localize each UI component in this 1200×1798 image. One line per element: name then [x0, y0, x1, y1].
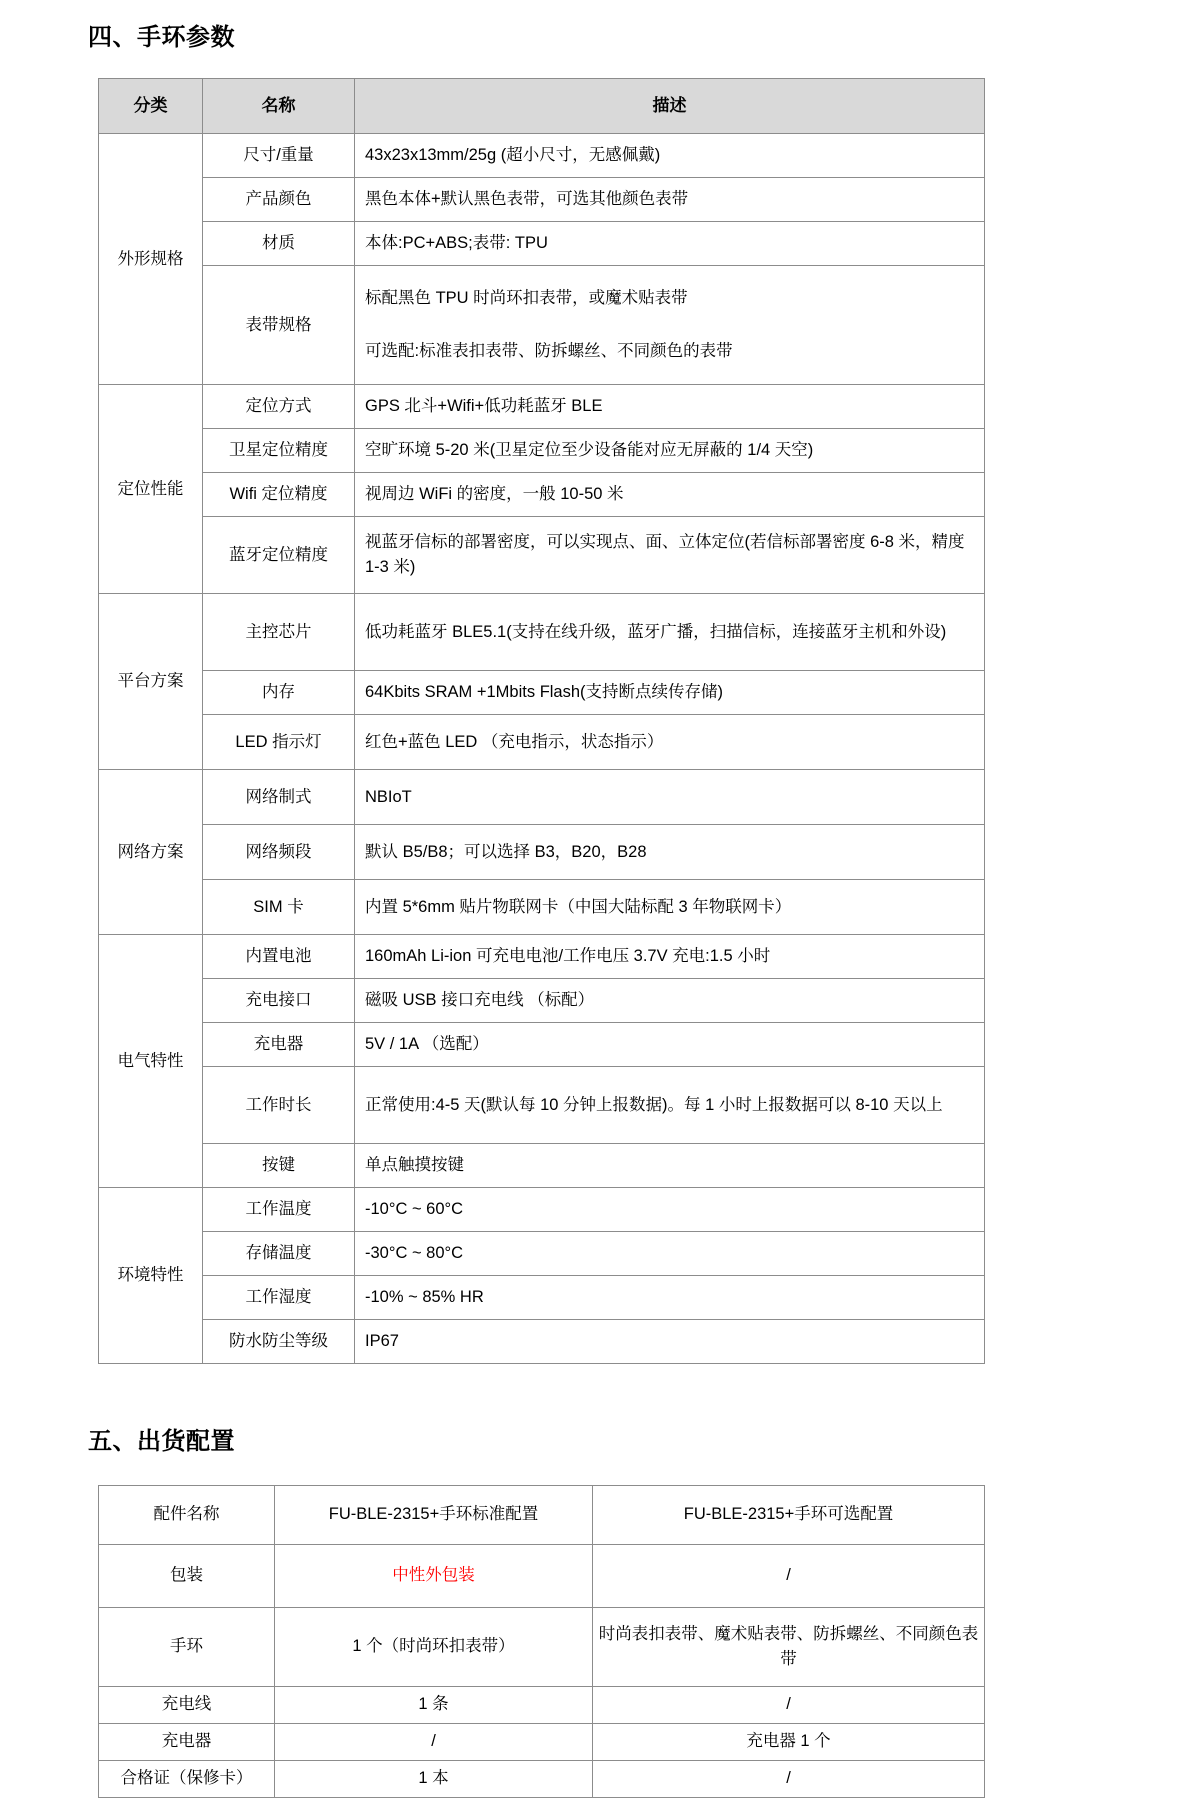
spec-section-heading: 四、手环参数 — [88, 24, 235, 51]
spec-desc: NBIoT — [355, 770, 985, 825]
spec-name: 产品颜色 — [203, 178, 355, 222]
spec-desc: GPS 北斗+Wifi+低功耗蓝牙 BLE — [355, 385, 985, 429]
column-header-category: 分类 — [99, 79, 203, 134]
table-row — [99, 880, 985, 935]
spec-desc: 红色+蓝色 LED （充电指示，状态指示） — [355, 715, 985, 770]
table-row — [99, 825, 985, 880]
accessory-name: 充电线 — [99, 1686, 275, 1723]
table-header-row — [99, 79, 985, 134]
spec-name: SIM 卡 — [203, 880, 355, 935]
spec-name: 主控芯片 — [203, 594, 355, 671]
spec-desc: 64Kbits SRAM +1Mbits Flash(支持断点续传存储) — [355, 671, 985, 715]
column-header-description: 描述 — [355, 79, 985, 134]
wristband-spec-table — [98, 78, 985, 1364]
column-header-standard-config: FU-BLE-2315+手环标准配置 — [275, 1485, 593, 1544]
spec-desc: 磁吸 USB 接口充电线 （标配） — [355, 979, 985, 1023]
spec-desc: -30°C ~ 80°C — [355, 1232, 985, 1276]
category-cell-appearance: 外形规格 — [99, 134, 203, 385]
spec-name: 内存 — [203, 671, 355, 715]
spec-table-container — [98, 78, 984, 1364]
spec-name: 尺寸/重量 — [203, 134, 355, 178]
category-cell-electrical: 电气特性 — [99, 935, 203, 1188]
category-cell-platform: 平台方案 — [99, 594, 203, 770]
standard-config-value: 1 本 — [275, 1760, 593, 1797]
spec-desc: 黑色本体+默认黑色表带，可选其他颜色表带 — [355, 178, 985, 222]
spec-desc: IP67 — [355, 1320, 985, 1364]
spec-desc: 视蓝牙信标的部署密度，可以实现点、面、立体定位(若信标部署密度 6-8 米，精度 1-3 米) — [355, 517, 985, 594]
spec-name: 卫星定位精度 — [203, 429, 355, 473]
spec-name: 网络频段 — [203, 825, 355, 880]
spec-desc: 43x23x13mm/25g (超小尺寸，无感佩戴) — [355, 134, 985, 178]
spec-name: 工作湿度 — [203, 1276, 355, 1320]
table-row — [99, 1723, 985, 1760]
spec-desc: 单点触摸按键 — [355, 1144, 985, 1188]
spec-desc — [355, 266, 985, 385]
table-row — [99, 1686, 985, 1723]
table-row — [99, 1607, 985, 1686]
table-row — [99, 473, 985, 517]
accessory-name: 合格证（保修卡） — [99, 1760, 275, 1797]
table-row — [99, 1232, 985, 1276]
spec-desc: 空旷环境 5-20 米(卫星定位至少设备能对应无屏蔽的 1/4 天空) — [355, 429, 985, 473]
table-row — [99, 979, 985, 1023]
spec-desc: 5V / 1A （选配） — [355, 1023, 985, 1067]
table-row — [99, 770, 985, 825]
table-row — [99, 134, 985, 178]
table-row — [99, 1188, 985, 1232]
spec-desc-line: 标配黑色 TPU 时尚环扣表带，或魔术贴表带 — [365, 288, 688, 307]
table-row — [99, 935, 985, 979]
spec-name: 内置电池 — [203, 935, 355, 979]
spec-name: 工作温度 — [203, 1188, 355, 1232]
table-row — [99, 1023, 985, 1067]
table-row — [99, 671, 985, 715]
spec-name: 表带规格 — [203, 266, 355, 385]
spec-name: Wifi 定位精度 — [203, 473, 355, 517]
shipping-configuration-table — [98, 1485, 985, 1798]
spec-name: 充电接口 — [203, 979, 355, 1023]
accessory-name: 手环 — [99, 1607, 275, 1686]
spec-desc: 内置 5*6mm 贴片物联网卡（中国大陆标配 3 年物联网卡） — [355, 880, 985, 935]
spec-name: 防水防尘等级 — [203, 1320, 355, 1364]
standard-config-value: 中性外包装 — [275, 1544, 593, 1607]
spec-name: 定位方式 — [203, 385, 355, 429]
optional-config-value: / — [593, 1760, 985, 1797]
spec-name: LED 指示灯 — [203, 715, 355, 770]
spec-desc: 视周边 WiFi 的密度，一般 10-50 米 — [355, 473, 985, 517]
spec-table-body — [99, 134, 985, 1364]
spec-desc: -10% ~ 85% HR — [355, 1276, 985, 1320]
spec-name: 蓝牙定位精度 — [203, 517, 355, 594]
spec-table-head — [99, 79, 985, 134]
optional-config-value: 充电器 1 个 — [593, 1723, 985, 1760]
category-cell-network: 网络方案 — [99, 770, 203, 935]
table-row — [99, 1320, 985, 1364]
table-row — [99, 178, 985, 222]
table-row — [99, 385, 985, 429]
spec-name: 按键 — [203, 1144, 355, 1188]
spec-desc: 低功耗蓝牙 BLE5.1(支持在线升级，蓝牙广播，扫描信标，连接蓝牙主机和外设) — [355, 594, 985, 671]
optional-config-value: 时尚表扣表带、魔术贴表带、防拆螺丝、不同颜色表带 — [593, 1607, 985, 1686]
spec-desc: 默认 B5/B8；可以选择 B3，B20，B28 — [355, 825, 985, 880]
spec-name: 材质 — [203, 222, 355, 266]
accessory-name: 充电器 — [99, 1723, 275, 1760]
standard-config-value: 1 个（时尚环扣表带） — [275, 1607, 593, 1686]
table-row — [99, 1144, 985, 1188]
spec-name: 充电器 — [203, 1023, 355, 1067]
ship-section-heading: 五、出货配置 — [88, 1428, 235, 1456]
spec-name: 存储温度 — [203, 1232, 355, 1276]
ship-table-body — [99, 1485, 985, 1797]
table-row — [99, 222, 985, 266]
table-row — [99, 1067, 985, 1144]
standard-config-value: 1 条 — [275, 1686, 593, 1723]
table-row — [99, 715, 985, 770]
spec-desc: -10°C ~ 60°C — [355, 1188, 985, 1232]
table-row — [99, 266, 985, 385]
table-header-row — [99, 1485, 985, 1544]
table-row — [99, 517, 985, 594]
table-row — [99, 429, 985, 473]
table-row — [99, 1276, 985, 1320]
column-header-optional-config: FU-BLE-2315+手环可选配置 — [593, 1485, 985, 1544]
spec-desc: 160mAh Li-ion 可充电电池/工作电压 3.7V 充电:1.5 小时 — [355, 935, 985, 979]
spec-desc-line: 可选配:标准表扣表带、防拆螺丝、不同颜色的表带 — [365, 342, 733, 361]
category-cell-environment: 环境特性 — [99, 1188, 203, 1364]
spec-name: 网络制式 — [203, 770, 355, 825]
optional-config-value: / — [593, 1686, 985, 1723]
spec-name: 工作时长 — [203, 1067, 355, 1144]
table-row — [99, 594, 985, 671]
ship-table-container — [98, 1485, 984, 1798]
spec-desc: 本体:PC+ABS;表带: TPU — [355, 222, 985, 266]
column-header-accessory-name: 配件名称 — [99, 1485, 275, 1544]
table-row — [99, 1544, 985, 1607]
column-header-name: 名称 — [203, 79, 355, 134]
optional-config-value: / — [593, 1544, 985, 1607]
category-cell-positioning: 定位性能 — [99, 385, 203, 594]
accessory-name: 包装 — [99, 1544, 275, 1607]
spec-desc: 正常使用:4-5 天(默认每 10 分钟上报数据)。每 1 小时上报数据可以 8-10 天以上 — [355, 1067, 985, 1144]
standard-config-value: / — [275, 1723, 593, 1760]
